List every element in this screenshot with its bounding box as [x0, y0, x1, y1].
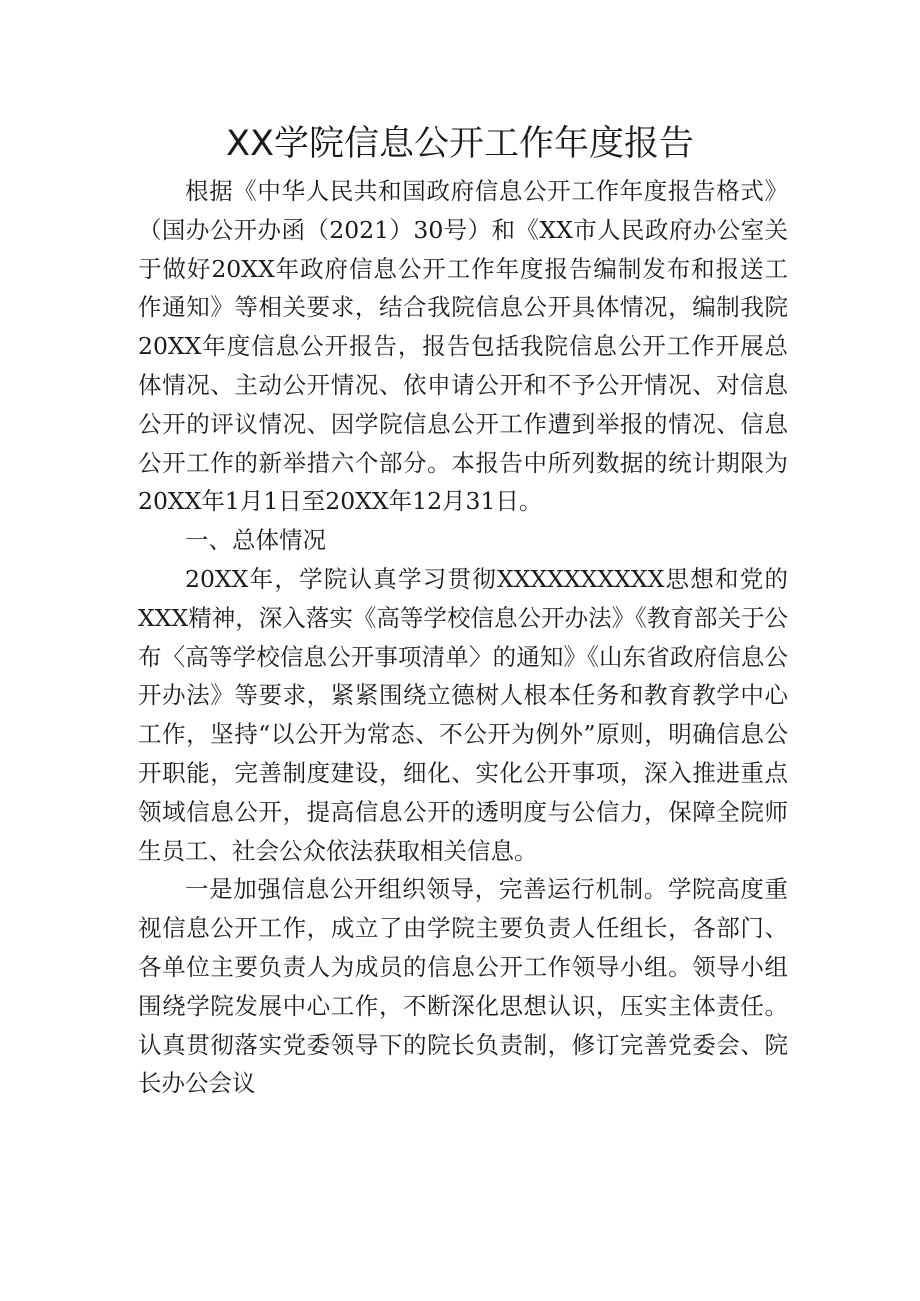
overall-paragraph: 20XX年，学院认真学习贯彻XXXXXXXXXX思想和党的XXX精神，深入落实《高等学校信息公开办法》《教育部关于公布〈高等学校信息公开事项清单〉的通知》《山东省政府信息公开办法》等要求，紧紧围绕立德树人根本任务和教育教学中心工作，坚持“以公开为常态、不公开为例外”原则，明确信息公开职能，完善制度建设，细化、实化公开事项，深入推进重点领域信息公开，提高信息公开的透明度与公信力，保障全院师生员工、社会公众依法获取相关信息。: [138, 564, 788, 865]
intro-paragraph: 根据《中华人民共和国政府信息公开工作年度报告格式》（国办公开办函（2021）30号）和《XX市人民政府办公室关于做好20XX年政府信息公开工作年度报告编制发布和报送工作通知》等相关要求，结合我院信息公开具体情况，编制我院20XX年度信息公开报告，报告包括我院信息公开工作开展总体情况、主动公开情况、依申请公开和不予公开情况、对信息公开的评议情况、因学院信息公开工作遭到举报的情况、信息公开工作的新举措六个部分。本报告中所列数据的统计期限为20XX年1月1日至20XX年12月31日。: [138, 177, 788, 516]
document-body: [138, 172, 788, 1103]
section-heading-overall: 一、总体情况: [185, 526, 326, 555]
measure-one-paragraph: 一是加强信息公开组织领导，完善运行机制。学院高度重视信息公开工作，成立了由学院主要负责人任组长，各部门、各单位主要负责人为成员的信息公开工作领导小组。领导小组围绕学院发展中心工作，不断深化思想认识，压实主体责任。认真贯彻落实党委领导下的院长负责制，修订完善党委会、院长办公会议: [138, 875, 788, 1098]
document-title: XX学院信息公开工作年度报告: [226, 124, 694, 164]
